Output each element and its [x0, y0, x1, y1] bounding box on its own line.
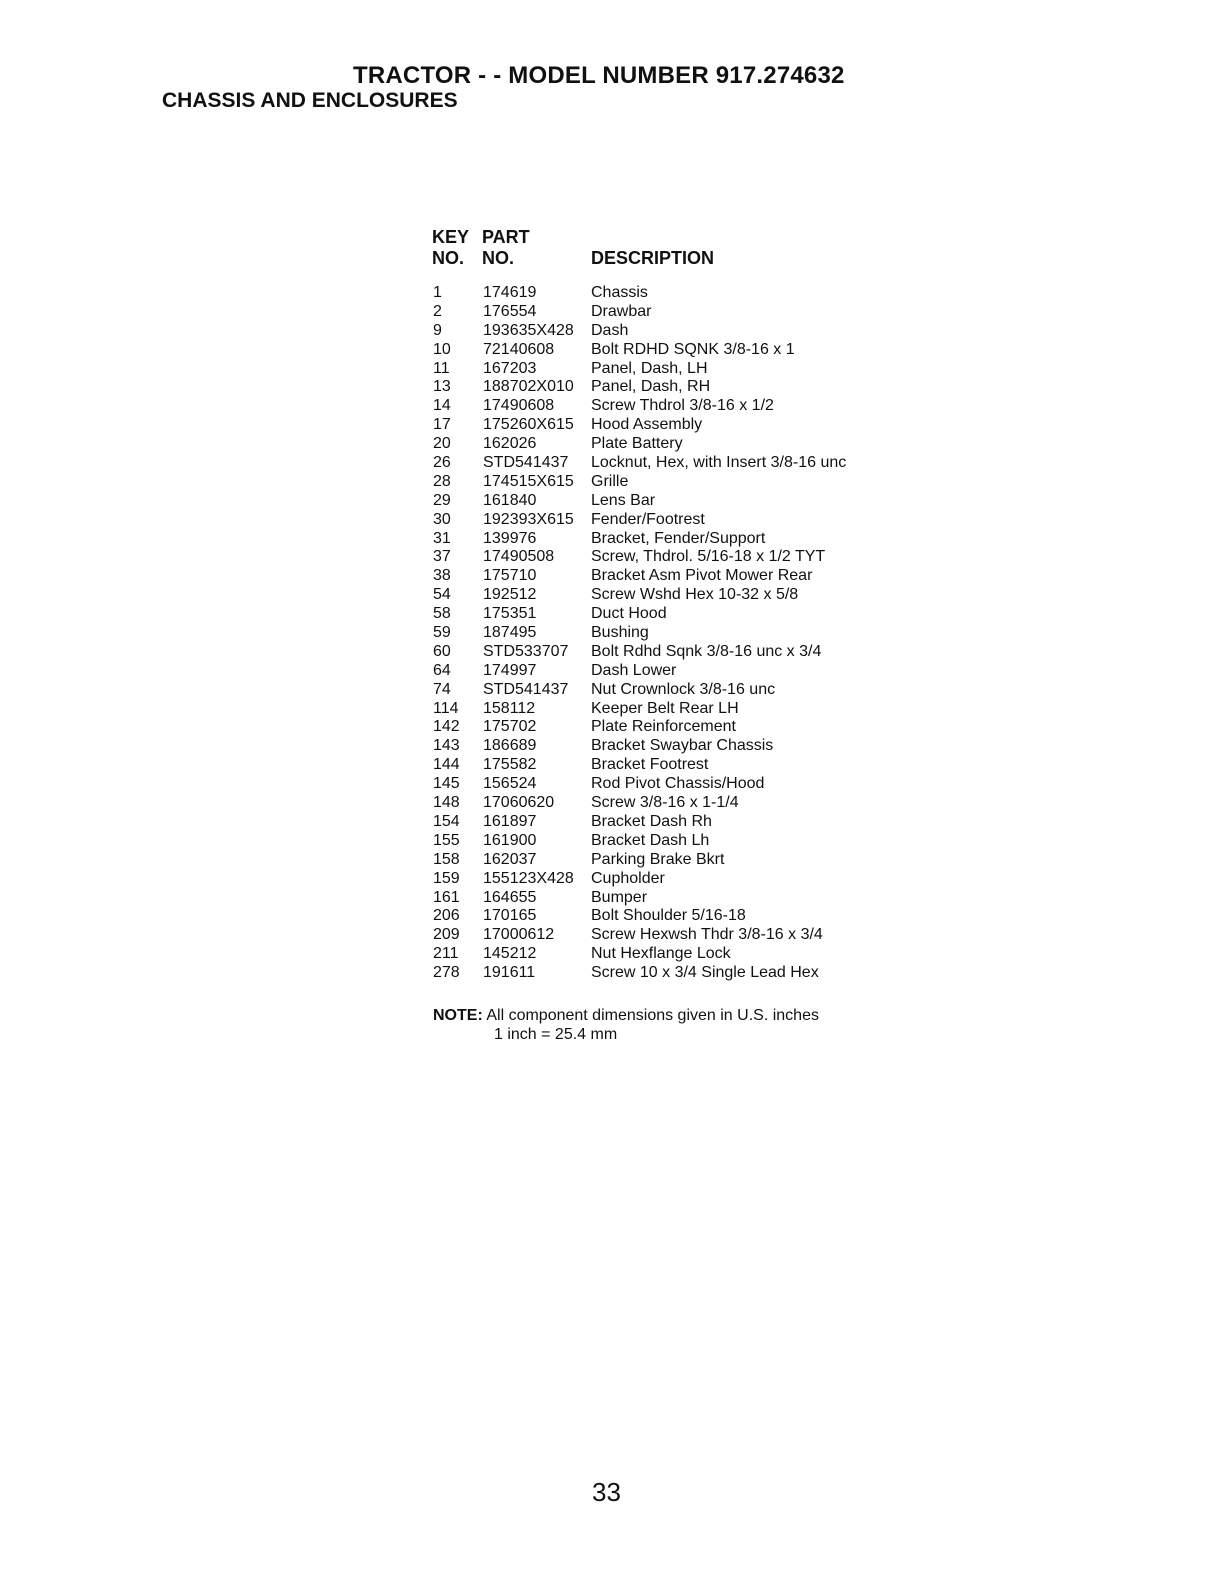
- part-description: Bolt RDHD SQNK 3/8-16 x 1: [591, 340, 795, 358]
- part-description: Bracket Footrest: [591, 756, 709, 774]
- table-row: [433, 662, 903, 681]
- key-number: 17: [433, 416, 451, 434]
- table-row: [433, 530, 903, 549]
- part-description: Fender/Footrest: [591, 510, 705, 528]
- key-number: 11: [433, 359, 450, 377]
- key-number: 209: [433, 926, 460, 944]
- part-number: 161897: [483, 812, 537, 830]
- part-description: Bracket Swaybar Chassis: [591, 737, 774, 755]
- table-row: [433, 511, 903, 530]
- part-number: 186689: [483, 737, 537, 755]
- table-row: [433, 756, 903, 775]
- table-row: [433, 813, 903, 832]
- part-number: 174515X615: [483, 472, 574, 490]
- key-number: 144: [433, 756, 460, 774]
- table-row: [433, 586, 903, 605]
- page-number: 33: [592, 1477, 621, 1507]
- part-description: Panel, Dash, LH: [591, 359, 708, 377]
- key-number: 9: [433, 321, 442, 339]
- key-number: 37: [433, 548, 451, 566]
- key-number: 54: [433, 586, 451, 604]
- part-number: 175582: [483, 756, 537, 774]
- table-row: [433, 454, 903, 473]
- table-row: [433, 775, 903, 794]
- part-description: Panel, Dash, RH: [591, 378, 711, 396]
- part-number: 17490508: [483, 548, 555, 566]
- note: [433, 1006, 819, 1025]
- key-number: 29: [433, 491, 451, 509]
- note-label: NOTE:: [433, 1007, 483, 1024]
- part-number: 188702X010: [483, 378, 574, 396]
- part-description: Bolt Rdhd Sqnk 3/8-16 unc x 3/4: [591, 642, 822, 660]
- table-row: [433, 284, 903, 303]
- key-number: 74: [433, 680, 451, 698]
- table-row: [433, 718, 903, 737]
- table-row: [433, 605, 903, 624]
- key-number: 26: [433, 454, 451, 472]
- key-number: 13: [433, 378, 451, 396]
- part-number: 139976: [483, 529, 537, 547]
- part-description: Screw Hexwsh Thdr 3/8-16 x 3/4: [591, 926, 823, 944]
- key-number: 30: [433, 510, 451, 528]
- part-number: 161900: [483, 831, 537, 849]
- part-number: 162037: [483, 850, 537, 868]
- section-subtitle: CHASSIS AND ENCLOSURES: [162, 89, 458, 112]
- part-description: Screw Wshd Hex 10-32 x 5/8: [591, 586, 799, 604]
- table-row: [433, 832, 903, 851]
- table-row: [433, 700, 903, 719]
- part-description: Screw 10 x 3/4 Single Lead Hex: [591, 964, 819, 982]
- table-row: [433, 643, 903, 662]
- part-number: 164655: [483, 888, 537, 906]
- key-number: 154: [433, 812, 460, 830]
- part-description: Cupholder: [591, 869, 665, 887]
- part-number: 17060620: [483, 794, 555, 812]
- table-row: [433, 681, 903, 700]
- key-number: 60: [433, 642, 451, 660]
- key-number: 64: [433, 661, 451, 679]
- part-description: Hood Assembly: [591, 416, 703, 434]
- table-row: [433, 851, 903, 870]
- table-row: [433, 907, 903, 926]
- key-number: 10: [433, 340, 451, 358]
- table-row: [433, 397, 903, 416]
- key-number: 58: [433, 605, 451, 623]
- key-number: 2: [433, 302, 442, 320]
- part-number: 145212: [483, 945, 537, 963]
- key-number: 143: [433, 737, 460, 755]
- table-row: [433, 473, 903, 492]
- key-number: 31: [433, 529, 451, 547]
- key-number: 28: [433, 472, 451, 490]
- part-number: 192393X615: [483, 510, 574, 528]
- key-number: 145: [433, 775, 460, 793]
- key-number: 114: [433, 699, 459, 717]
- note-text-line1: All component dimensions given in U.S. inches: [486, 1007, 819, 1024]
- part-number: 156524: [483, 775, 537, 793]
- column-header-description: DESCRIPTION: [591, 248, 715, 268]
- part-number: 158112: [483, 699, 536, 717]
- part-number: 174997: [483, 661, 537, 679]
- part-number: STD541437: [483, 454, 569, 472]
- part-number: 175710: [483, 567, 537, 585]
- key-number: 142: [433, 718, 460, 736]
- part-description: Nut Hexflange Lock: [591, 945, 731, 963]
- table-row: [433, 378, 903, 397]
- part-description: Parking Brake Bkrt: [591, 850, 725, 868]
- table-row: [433, 303, 903, 322]
- column-header-key-line2: NO.: [432, 248, 465, 268]
- part-description: Plate Reinforcement: [591, 718, 736, 736]
- part-description: Dash Lower: [591, 661, 677, 679]
- part-number: 155123X428: [483, 869, 574, 887]
- table-row: [433, 737, 903, 756]
- note-text-line2: 1 inch = 25.4 mm: [494, 1026, 618, 1043]
- part-description: Grille: [591, 472, 629, 490]
- key-number: 148: [433, 794, 460, 812]
- part-description: Screw 3/8-16 x 1-1/4: [591, 794, 739, 812]
- key-number: 14: [433, 397, 451, 415]
- part-number: 162026: [483, 435, 537, 453]
- table-row: [433, 435, 903, 454]
- part-number: 176554: [483, 302, 537, 320]
- column-header-part-line2: NO.: [482, 248, 515, 268]
- part-number: 167203: [483, 359, 537, 377]
- table-row: [433, 945, 903, 964]
- column-header-part-line1: PART: [482, 227, 530, 247]
- table-row: [433, 926, 903, 945]
- part-description: Plate Battery: [591, 435, 683, 453]
- part-number: 187495: [483, 624, 537, 642]
- part-number: 174619: [483, 284, 537, 301]
- key-number: 20: [433, 435, 451, 453]
- table-row: [433, 794, 903, 813]
- key-number: 161: [433, 888, 460, 906]
- key-number: 38: [433, 567, 451, 585]
- key-number: 211: [433, 945, 459, 963]
- part-description: Bumper: [591, 888, 648, 906]
- key-number: 1: [433, 284, 442, 301]
- column-header-key-line1: KEY: [432, 227, 470, 247]
- part-description: Lens Bar: [591, 491, 656, 509]
- part-description: Locknut, Hex, with Insert 3/8-16 unc: [591, 454, 847, 472]
- part-description: Bracket, Fender/Support: [591, 529, 766, 547]
- table-row: [433, 624, 903, 643]
- part-number: 17490608: [483, 397, 555, 415]
- part-number: STD533707: [483, 642, 569, 660]
- key-number: 159: [433, 869, 460, 887]
- part-description: Dash: [591, 321, 629, 339]
- part-description: Rod Pivot Chassis/Hood: [591, 775, 765, 793]
- part-description: Duct Hood: [591, 605, 667, 623]
- part-description: Bracket Dash Rh: [591, 812, 712, 830]
- table-row: [433, 360, 903, 379]
- table-row: [433, 416, 903, 435]
- table-row: [433, 889, 903, 908]
- table-row: [433, 964, 903, 983]
- part-number: 72140608: [483, 340, 555, 358]
- part-number: 161840: [483, 491, 537, 509]
- part-number: 175260X615: [483, 416, 574, 434]
- part-number: 170165: [483, 907, 537, 925]
- key-number: 206: [433, 907, 460, 925]
- part-description: Screw Thdrol 3/8-16 x 1/2: [591, 397, 774, 415]
- part-number: 175351: [483, 605, 537, 623]
- part-description: Nut Crownlock 3/8-16 unc: [591, 680, 776, 698]
- page-title: TRACTOR - - MODEL NUMBER 917.274632: [353, 62, 845, 89]
- table-row: [433, 341, 903, 360]
- part-number: 191611: [483, 964, 536, 982]
- part-number: STD541437: [483, 680, 569, 698]
- table-row: [433, 870, 903, 889]
- part-number: 175702: [483, 718, 537, 736]
- table-row: [433, 548, 903, 567]
- table-row: [433, 492, 903, 511]
- part-description: Bracket Dash Lh: [591, 831, 710, 849]
- key-number: 155: [433, 831, 460, 849]
- table-row: [433, 567, 903, 586]
- part-description: Bracket Asm Pivot Mower Rear: [591, 567, 813, 585]
- table-row: [433, 322, 903, 341]
- part-number: 193635X428: [483, 321, 574, 339]
- part-description: Drawbar: [591, 302, 652, 320]
- part-description: Screw, Thdrol. 5/16-18 x 1/2 TYT: [591, 548, 826, 566]
- part-description: Bolt Shoulder 5/16-18: [591, 907, 746, 925]
- key-number: 158: [433, 850, 460, 868]
- part-description: Bushing: [591, 624, 649, 642]
- parts-list: [433, 284, 903, 983]
- part-number: 17000612: [483, 926, 555, 944]
- part-description: Keeper Belt Rear LH: [591, 699, 739, 717]
- key-number: 278: [433, 964, 460, 982]
- part-number: 192512: [483, 586, 537, 604]
- key-number: 59: [433, 624, 451, 642]
- part-description: Chassis: [591, 284, 648, 301]
